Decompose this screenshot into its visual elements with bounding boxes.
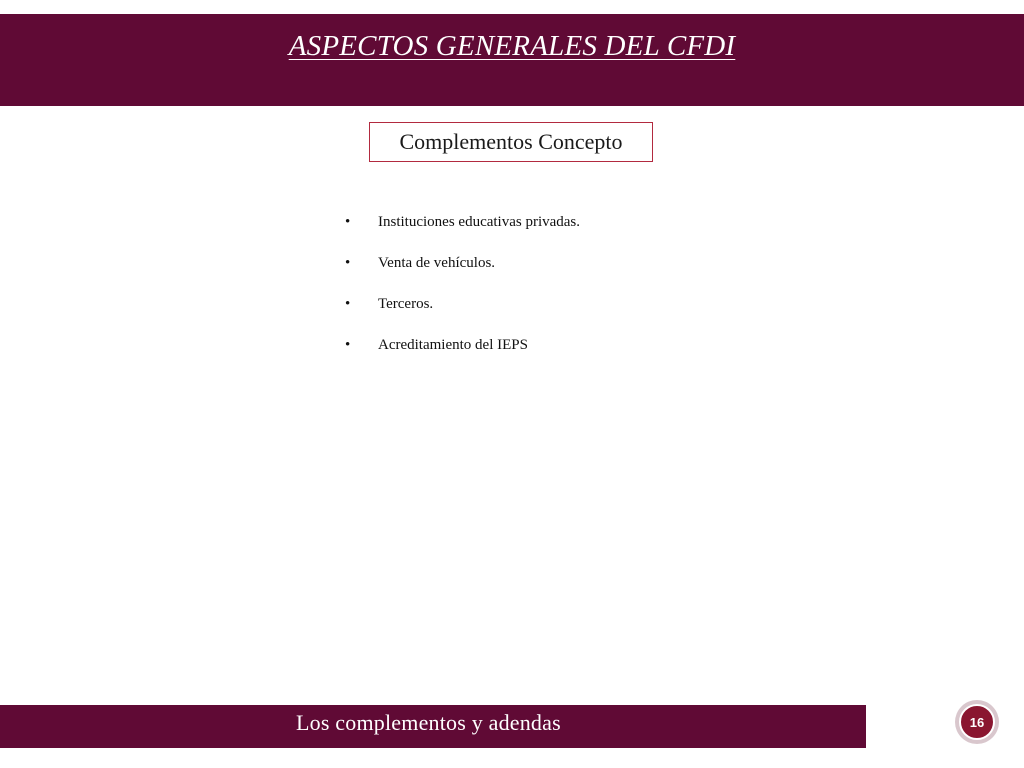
list-item	[345, 296, 580, 337]
slide-title: ASPECTOS GENERALES DEL CFDI	[288, 30, 736, 62]
list-item-text: Acreditamiento del IEPS	[378, 337, 528, 353]
list-item-text: Instituciones educativas privadas.	[378, 214, 581, 230]
bullet-icon: •	[345, 255, 351, 271]
footer-banner	[0, 705, 866, 748]
footer-text: Los complementos y adendas	[296, 710, 561, 735]
list-item-text: Terceros.	[378, 296, 434, 312]
page-number: 16	[959, 704, 995, 740]
subtitle-text: Complementos Concepto	[399, 129, 623, 154]
subtitle-box	[369, 122, 653, 162]
page-number-badge	[955, 700, 999, 744]
bullet-list	[345, 214, 580, 378]
list-item	[345, 337, 580, 378]
bullet-icon: •	[345, 337, 351, 353]
list-item	[345, 255, 580, 296]
list-item	[345, 214, 580, 255]
list-item-text: Venta de vehículos.	[378, 255, 496, 271]
bullet-icon: •	[345, 296, 351, 312]
bullet-icon: •	[345, 214, 351, 230]
